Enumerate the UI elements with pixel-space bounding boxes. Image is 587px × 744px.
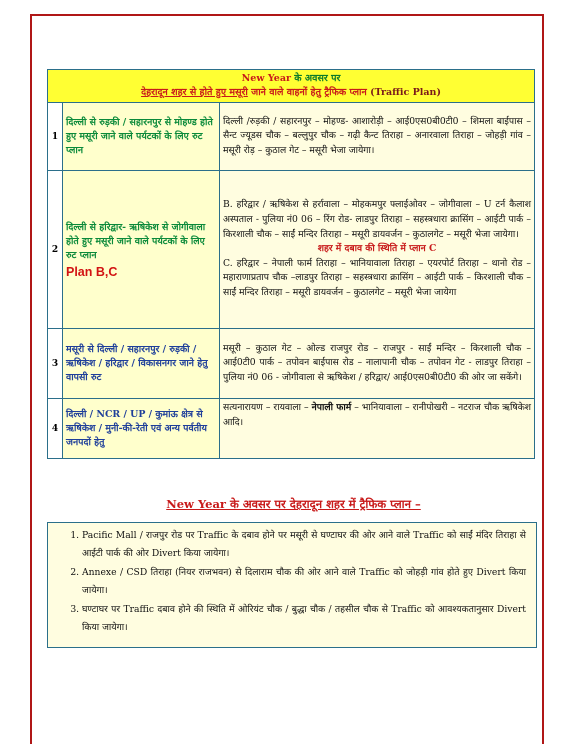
plan-label: Plan B,C xyxy=(66,264,118,279)
route-text: दिल्ली से हरिद्वार- ऋषिकेश से जोगीवाला होते हुए मसूरी जाने वाले पर्यटकों के लिए रुट प्लान xyxy=(66,221,206,261)
header-line-2 xyxy=(51,86,531,100)
table-row xyxy=(48,103,535,171)
route-cell: दिल्ली / NCR / UP / कुमांऊ क्षेत्र से ऋषिकेश / मुनी-की-रेती एवं अन्य पर्वतीय जनपदों हेतु xyxy=(63,399,220,459)
row-number: 2 xyxy=(48,171,63,329)
city-plan-title xyxy=(0,497,587,512)
route-description xyxy=(220,171,535,329)
traffic-plan-table xyxy=(47,69,535,459)
city-plan-box xyxy=(47,522,537,648)
desc-post: – भानियावाला – रानीपोखरी – नटराज चौक ऋषिकेश आदि। xyxy=(223,402,531,428)
route-description: मसूरी – कुठाल गेट – ओल्ड राजपुर रोड – राजपुर - साईं मन्दिर – किरशाली चौक – आई0टी0 पार्क – तपोवन बाईपास रोड – नालापानी चौक – तपोवन गेट - लाडपुर तिराहा – पुलिया नं0 06 - जोगीवाला से ऋषिकेश / हरिद्वार/ आई0एस0बी0टी0 की ओर जा सकेंगे। xyxy=(220,329,535,399)
route-description: दिल्ली /रुड़की / सहारनपुर – मोहण्ड- आशारोड़ी – आई0एस0बी0टी0 – शिमला बाईपास – सैन्ट ज्यूडस चौक – बल्लुपुर चौक – गढ़ी कैन्ट तिराहा – अनारवाला तिराहा – जोहड़ी गांव – मसूरी रोड़ – कुठाल गेट – मसूरी भेजा जायेगा। xyxy=(220,103,535,171)
list-item: 1. Pacific Mall / राजपुर रोड पर Traffic के दबाव होने पर मसूरी से घण्टाघर की ओर आने वाले Traffic को साईं मंदिर तिराहा से आईटी पार्क की ओर Divert किया जायेगा। xyxy=(82,527,526,562)
plan-c-text: C. हरिद्वार – नेपाली फार्म तिराहा – भानियावाला तिराहा – एयरपोर्ट तिराहा – थानो रोड – महाराणाप्रताप चौक –लाडपुर तिराहा – सहस्त्रधारा क्रासिंग – आईटी पार्क – किरशाली चौक – साईं मन्दिर तिराहा – मसूरी डायवर्जन – कुठालगेट – मसूरी भेजा जायेगा xyxy=(223,257,531,298)
desc-pre: सत्यनारायण – रायवाला – xyxy=(223,402,312,413)
list-item: 3. घण्टाघर पर Traffic दबाव होने की स्थिति में ओरियंट चौक / बुद्धा चौक / तहसील चौक से Traffic को आवश्यकतानुसार Divert किया जायेगा। xyxy=(82,601,526,636)
route-cell: दिल्ली से रुड़की / सहारनपुर से मोहण्ड होते हुए मसूरी जाने वाले पर्यटकों के लिए रुट प्लान xyxy=(63,103,220,171)
list-item: 2. Annexe / CSD तिराहा (नियर राजभवन) से दिलाराम चौक की ओर आने वाले Traffic को जोहड़ी गांव होते हुए Divert किया जायेगा। xyxy=(82,564,526,599)
header-line-1-text: के अवसर पर xyxy=(291,73,341,84)
table-row xyxy=(48,329,535,399)
table-header-row xyxy=(48,70,535,103)
header-highlight: New Year xyxy=(241,73,291,84)
table-header xyxy=(48,70,535,103)
route-cell xyxy=(63,171,220,329)
route-description xyxy=(220,399,535,459)
desc-bold: नेपाली फार्म xyxy=(311,402,352,413)
header-line-2-text: जाने वाले वाहनों हेतु ट्रैफिक प्लान xyxy=(247,87,371,98)
pressure-heading: शहर में दबाव की स्थिति में प्लान C xyxy=(317,243,437,255)
row-number: 3 xyxy=(48,329,63,399)
table-row xyxy=(48,399,535,459)
city-plan-title-text: New Year के अवसर पर देहरादून शहर में ट्रैफिक प्लान – xyxy=(166,497,421,511)
table-row xyxy=(48,171,535,329)
row-number: 4 xyxy=(48,399,63,459)
city-plan-list xyxy=(82,527,526,636)
plan-b-text: B. हरिद्वार / ऋषिकेश से हर्रावाला – मोहकमपुर फ्लाईओवर – जोगीवाला – U टर्न कैलाश अस्पताल - पुलिया नं0 06 – रिंग रोड- लाडपुर तिराहा – सहस्त्रधारा क्रासिंग – आईटी पार्क – किरशाली चौक – साईं मन्दिर तिराहा – मसूरी डायवर्जन – कुठालगेट – मसूरी भेजा जायेगा। xyxy=(223,199,531,240)
row-number: 1 xyxy=(48,103,63,171)
header-paren: (Traffic Plan) xyxy=(370,87,441,98)
route-cell: मसूरी से दिल्ली / सहारनपुर / रुड़की / ऋषिकेश / हरिद्वार / विकासनगर जाने हेतु वापसी रुट xyxy=(63,329,220,399)
header-route: देहरादून शहर से होते हुए मसूरी xyxy=(141,87,248,98)
header-line-1 xyxy=(51,72,531,86)
